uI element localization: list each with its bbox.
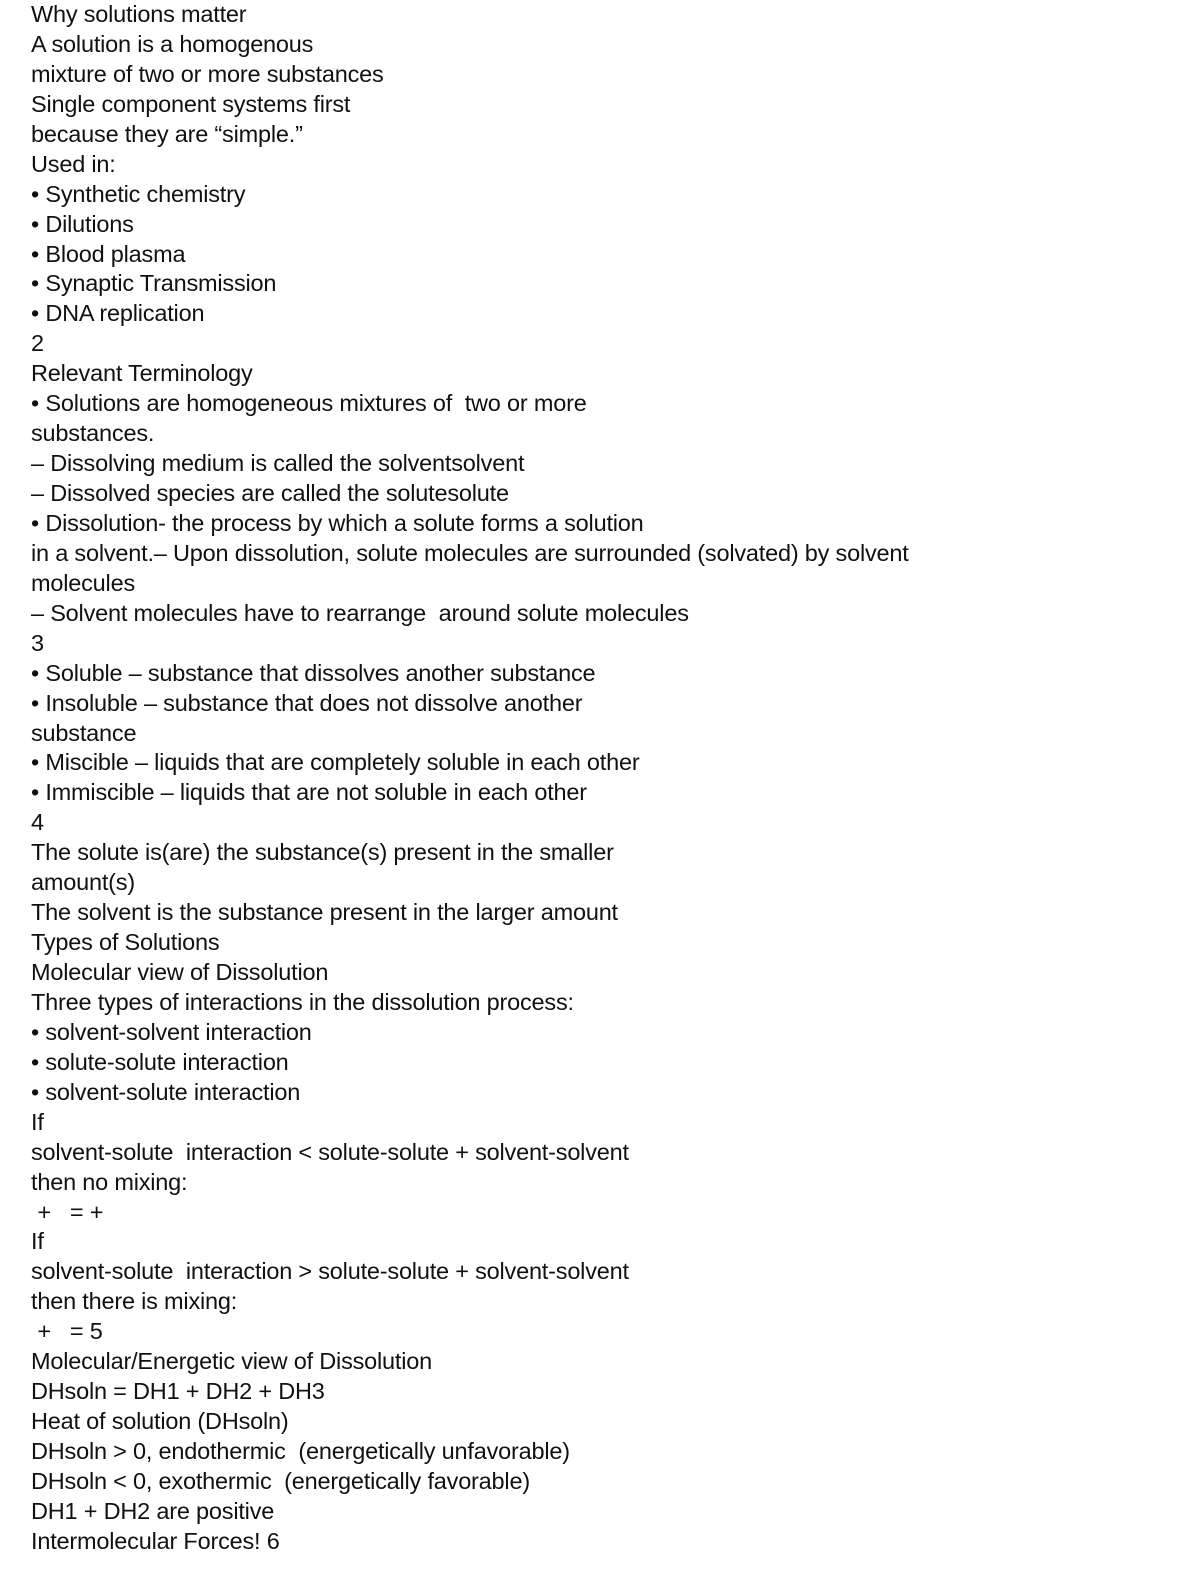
text-line: solvent-solute interaction < solute-solute + solvent-solvent <box>31 1138 629 1165</box>
text-line: • Blood plasma <box>31 240 186 267</box>
text-line: in a solvent.– Upon dissolution, solute molecules are surrounded (solvated) by solvent <box>31 539 909 566</box>
text-line: Types of Solutions <box>31 929 220 956</box>
text-line: • Dilutions <box>31 210 134 237</box>
text-line: then there is mixing: <box>31 1288 238 1315</box>
text-line: • Insoluble – substance that does not dissolve another <box>31 689 583 716</box>
text-line: Molecular/Energetic view of Dissolution <box>31 1348 433 1375</box>
text-line: Three types of interactions in the dissolution process: <box>31 988 574 1015</box>
text-line: – Dissolving medium is called the solventsolvent <box>31 450 525 477</box>
text-line: mixture of two or more substances <box>31 60 384 87</box>
text-line: 2 <box>31 330 44 357</box>
text-line: substance <box>31 719 137 746</box>
text-line: A solution is a homogenous <box>31 30 314 57</box>
text-line: The solute is(are) the substance(s) present in the smaller <box>31 839 614 866</box>
document-text <box>31 0 1191 1557</box>
text-line: substances. <box>31 420 155 447</box>
text-line: • Soluble – substance that dissolves another substance <box>31 659 596 686</box>
text-line: • Miscible – liquids that are completely soluble in each other <box>31 749 640 776</box>
text-line: Relevant Terminology <box>31 360 253 387</box>
text-line: Why solutions matter <box>31 1 247 27</box>
text-line: DH1 + DH2 are positive <box>31 1497 275 1524</box>
text-line: DHsoln > 0, endothermic (energetically unfavorable) <box>31 1438 570 1464</box>
text-line: • Synthetic chemistry <box>31 180 246 207</box>
text-line: Single component systems first <box>31 90 351 117</box>
text-line: • Immiscible – liquids that are not soluble in each other <box>31 779 587 806</box>
text-line: molecules <box>31 569 135 596</box>
text-line: then no mixing: <box>31 1168 188 1195</box>
text-line: because they are “simple.” <box>31 120 303 147</box>
text-line: • Dissolution- the process by which a solute forms a solution <box>31 509 644 536</box>
text-line: + = 5 <box>31 1318 103 1345</box>
text-line: • solute-solute interaction <box>31 1048 289 1075</box>
text-line: + = + <box>31 1198 104 1225</box>
text-line: solvent-solute interaction > solute-solute + solvent-solvent <box>31 1258 629 1285</box>
text-line: The solvent is the substance present in the larger amount <box>31 899 618 926</box>
text-line: Heat of solution (DHsoln) <box>31 1408 289 1435</box>
text-line: amount(s) <box>31 869 135 896</box>
text-line: DHsoln = DH1 + DH2 + DH3 <box>31 1378 325 1405</box>
text-line: If <box>31 1108 44 1135</box>
text-line: Intermolecular Forces! 6 <box>31 1527 280 1554</box>
text-line: • Synaptic Transmission <box>31 270 277 297</box>
text-line: 4 <box>31 809 44 836</box>
text-line: • DNA replication <box>31 300 205 327</box>
text-line: 3 <box>31 629 44 656</box>
text-line: Used in: <box>31 150 116 177</box>
text-line: • Solutions are homogeneous mixtures of two or more <box>31 390 587 417</box>
text-line: • solvent-solvent interaction <box>31 1018 312 1045</box>
text-line: If <box>31 1228 44 1255</box>
text-line: • solvent-solute interaction <box>31 1078 301 1105</box>
text-line: Molecular view of Dissolution <box>31 959 329 985</box>
text-line: DHsoln < 0, exothermic (energetically favorable) <box>31 1467 530 1494</box>
text-line: – Solvent molecules have to rearrange around solute molecules <box>31 599 689 626</box>
text-line: – Dissolved species are called the solutesolute <box>31 480 509 506</box>
